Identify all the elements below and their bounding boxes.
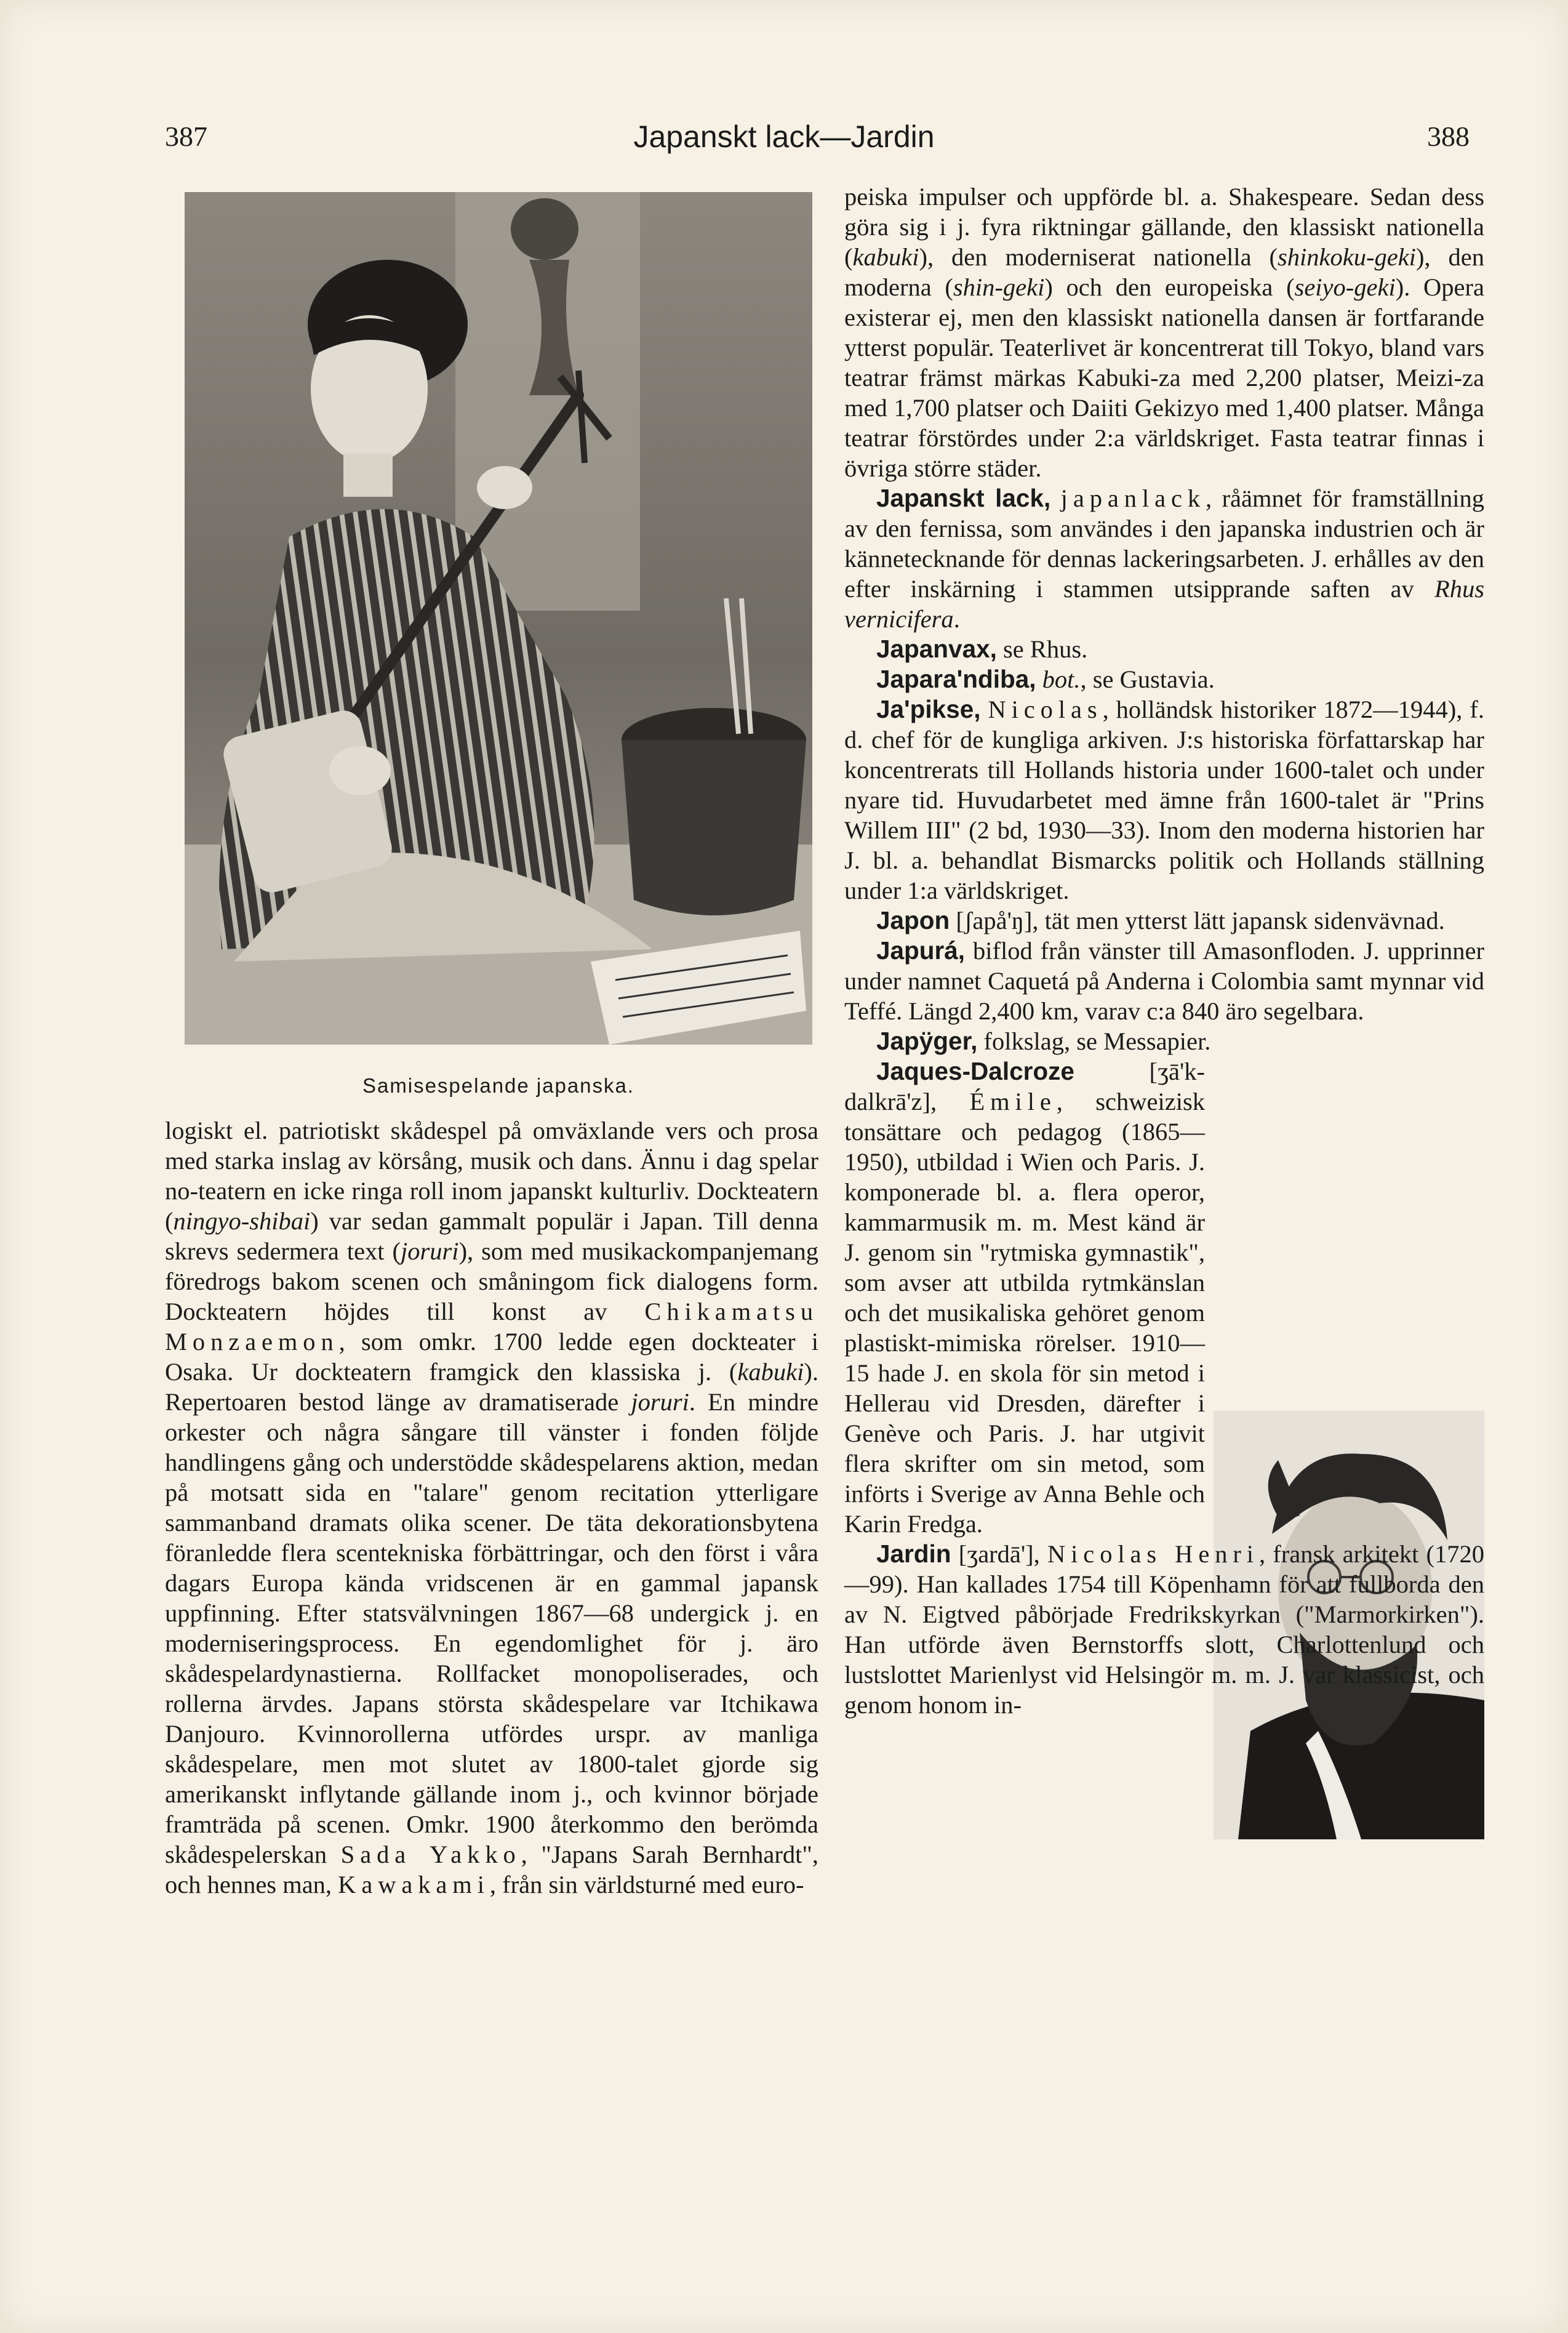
entry-japanskt-lack: Japanskt lack, japanlack, råämnet för framställning av den fernissa, som användes i den japanska industrien och är kännetecknande för dennas lackeringsarbeten. J. erhålles av den efter inskärning i stammen utsipprande saften av Rhus vernicifera. [844, 484, 1485, 633]
page-number-right: 388 [1427, 121, 1470, 152]
entry-japikse: Ja'pikse, Nicolas, holländsk historiker 1872—1944), f. d. chef för de kungliga arkiven. J:s historiska författarskap har koncentrerats till Hollands historia under 1600-talet och under nyare tid. Huvudarbetet med ämne från 1600-talet är "Prins Willem III" (2 bd, 1930—33). Inom den moderna historien har J. bl. a. behandlat Bismarcks politik och Hollands ställning under 1:a världskriget. [844, 695, 1484, 904]
right-column [844, 182, 1484, 1720]
theatre-article-continuation: logiskt el. patriotiskt skådespel på omväxlande vers och prosa med starka inslag av körsång, musik och dans. Ännu i dag spelar no-teatern en icke ringa roll inom japanskt kulturliv. Dockteatern (ningyo-shibai) var sedan gammalt populär i Japan. Till denna skrevs sedermera text (joruri), som med musikackompanjemang föredrogs bakom scenen och småningom fick dialogens form. Dockteatern höjdes till konst av Chikamatsu Monzaemon, som omkr. 1700 ledde egen dockteater i Osaka. Ur dockteatern framgick den klassiska j. (kabuki). Repertoaren bestod länge av dramatiserade joruri. En mindre orkester och några sångare till vänster i fonden följde handlingens gång och understödde skådespelarens aktion, medan på motsatt sida en "talare" genom recitation ytterligare sammanband dramats olika scener. De täta dekorationsbytena föranledde flera scentekniska förbättringar, och den först i våra dagars Europa kända vridscenen är en gammal japansk uppfinning. Efter statsvälvningen 1867—68 undergick j. en moderniseringsprocess. En egendomlighet för j. äro skådespelardynastierna. Rollfacket monopoliserades, och rollerna ärvdes. Japans största skådespelare var Itchikawa Danjouro. Kvinnorollerna utfördes urspr. av manliga skådespelare, men mot slutet av 1800-talet gjorde sig amerikanskt inflytande gällande inom j., och kvinnor började framträda på scenen. Omkr. 1900 återkommo den berömda skådespelerskan Sada Yakko, "Japans Sarah Bernhardt", och hennes man, Kawakami, från sin världsturné med euro- [165, 1117, 818, 1898]
entry-japyger: Japÿger, folkslag, se Messapier. [876, 1027, 1211, 1055]
entry-japon: Japon [ʃapå'ŋ], tät men ytterst lätt japansk sidenvävnad. [876, 906, 1445, 934]
theatre-article-end: peiska impulser och uppförde bl. a. Shakespeare. Sedan dess göra sig i j. fyra riktningar gällande, den klassiskt nationella (kabuki), den moderniserat nationella (shinkoku-geki), den moderna (shin-geki) och den europeiska (seiyo-geki). Opera existerar ej, men den klassiskt nationella dansen är fortfarande ytterst populär. Teaterlivet är koncentrerat till Tokyo, bland vars teatrar främst märkas Kabuki-za med 2,200 platser, Meizi-za med 1,700 platser och Daiiti Gekizyo med 1,400 platser. Många teatrar förstördes under 2:a världskriget. Fasta teatrar finnas i övriga större städer. [844, 183, 1484, 482]
entry-jardin: Jardin [ʒardā'], Nicolas Henri, fransk arkitekt (1720—99). Han kallades 1754 till Köpenhamn för att fullborda den av N. Eigtved påbörjade Fredrikskyrkan ("Marmorkirken"). Han utförde även Bernstorffs slott, Charlottenlund och lustslottet Marienlyst vid Helsingör m. m. J. var klassicist, och genom honom in- [844, 1540, 1485, 1719]
figure-caption: Samisespelande japanska. [362, 1074, 634, 1097]
shamisen-player-photo [185, 192, 812, 1045]
entry-japura: Japurá, biflod från vänster till Amasonfloden. J. upprinner under namnet Caquetá på Anderna i Colombia samt mynnar vid Teffé. Längd 2,400 km, varav c:a 840 äro segelbara. [844, 936, 1484, 1025]
entry-japarandiba: Japara'ndiba, bot., se Gustavia. [876, 665, 1215, 693]
entry-japanvax: Japanvax, se Rhus. [876, 635, 1088, 663]
portrait-space [1205, 1056, 1487, 1487]
page-number-left: 387 [165, 121, 207, 152]
entry-jaques-dalcroze: Jaques-Dalcroze [ʒā'k-dalkrā'z], Émile, schweizisk tonsättare och pedagog (1865—1950), utbildad i Wien och Paris. J. komponerade bl. a. flera operor, kammarmusik m. m. Mest känd är J. genom sin "rytmiska gymnastik", som avser att utbilda rytmkänslan och det musikaliska gehöret genom plastiskt-mimiska rörelser. 1910—15 hade J. en skola för sin metod i Hellerau vid Dresden, därefter i Genève och Paris. J. har utgivit flera skrifter om sin metod, som införts i Sverige av Anna Behle och Karin Fredga. [844, 1056, 1484, 1539]
left-column [165, 1115, 818, 1900]
running-title: Japanskt lack—Jardin [633, 119, 935, 154]
